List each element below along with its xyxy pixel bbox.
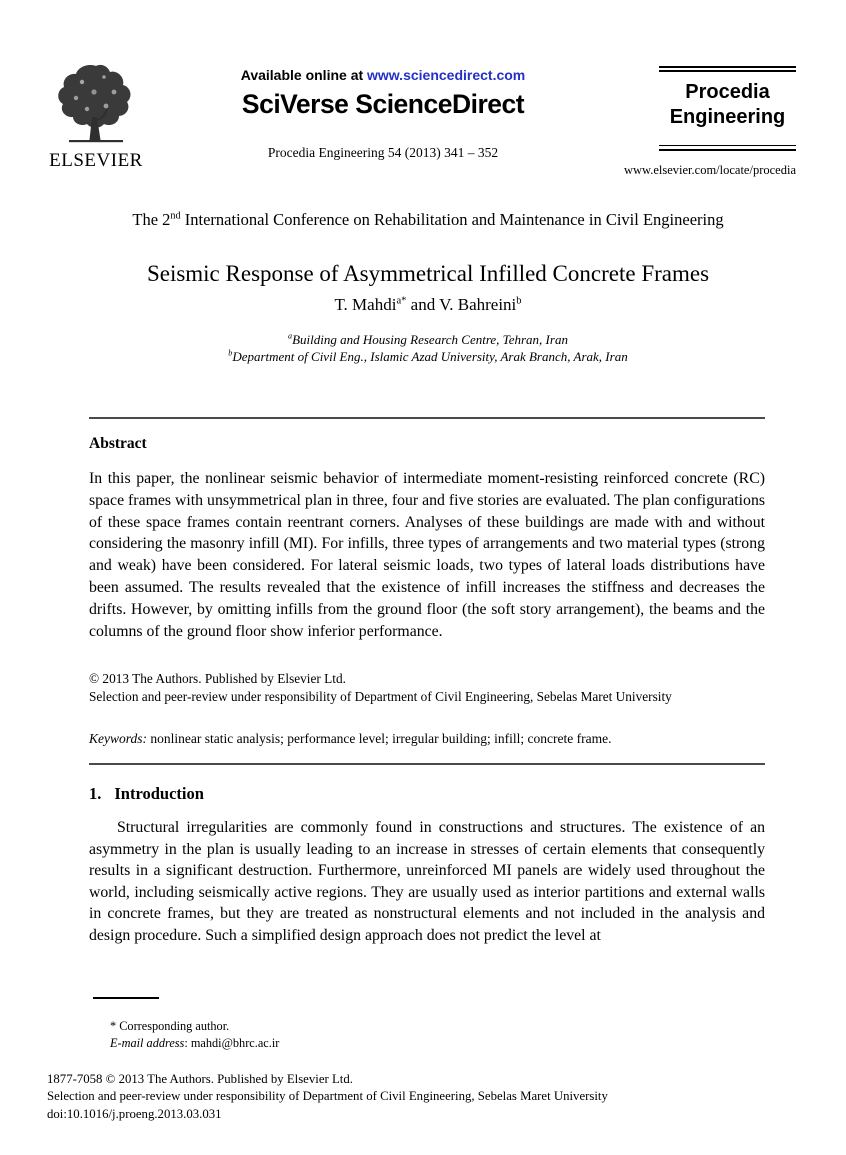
doi-line: doi:10.1016/j.proeng.2013.03.031 <box>47 1106 222 1121</box>
affiliation-b-text: Department of Civil Eng., Islamic Azad University, Arak Branch, Arak, Iran <box>232 348 628 364</box>
author-1-sup: a* <box>396 295 407 307</box>
available-online-line <box>190 66 576 84</box>
email-line <box>110 1036 279 1051</box>
journal-citation: Procedia Engineering 54 (2013) 341 – 352 <box>267 145 499 160</box>
selection-line: Selection and peer-review under responsibility of Department of Civil Engineering, Sebelas Maret University <box>89 689 672 704</box>
sciverse-sciencedirect-logo: SciVerse ScienceDirect <box>241 89 525 119</box>
introduction-paragraph: Structural irregularities are commonly found in constructions and structures. The existence of an asymmetry in the plan is usually leading to an increase in stresses of certain elements that consequently results in a significant destruction. Furthermore, unreinforced MI panels are widely used throughout the world, including seismically active regions. They are usually used as interior partitions and external walls in concrete frames, but they are treated as nonstructural elements and not included in the analysis and design procedure. Such a simplified design approach does not predict the level at <box>89 819 765 944</box>
affiliation-b-sup: b <box>228 348 233 358</box>
section-number: 1. <box>89 784 102 803</box>
affiliation-a-text: Building and Housing Research Centre, Tehran, Iran <box>292 332 568 347</box>
affiliation-a-sup: a <box>288 331 293 341</box>
authors-joiner: and <box>406 295 440 314</box>
keywords-text: nonlinear static analysis; performance level; irregular building; infill; concrete frame. <box>147 731 612 746</box>
affiliation-b <box>85 349 771 366</box>
elsevier-tree-icon <box>54 62 138 144</box>
journal-masthead <box>659 66 796 151</box>
footnote-rule <box>93 997 159 999</box>
sciencedirect-link[interactable]: www.sciencedirect.com <box>367 67 526 83</box>
affiliations-block <box>85 332 771 365</box>
header-center <box>190 66 576 161</box>
author-1: T. Mahdi <box>334 295 397 314</box>
authors-line <box>85 295 771 315</box>
journal-name-line2: Engineering <box>669 105 786 128</box>
section-title: Introduction <box>114 784 204 803</box>
masthead-bottom-rule <box>659 145 796 151</box>
conference-title <box>85 210 771 230</box>
copyright-line: © 2013 The Authors. Published by Elsevier Ltd. <box>89 671 346 686</box>
conference-prefix: The 2 <box>132 210 171 229</box>
conference-rest: International Conference on Rehabilitation and Maintenance in Civil Engineering <box>180 210 724 229</box>
article-title: Seismic Response of Asymmetrical Infilled Concrete Frames <box>146 261 710 286</box>
email-label: E-mail address <box>110 1036 185 1050</box>
corresponding-author-note: * Corresponding author. <box>110 1019 230 1033</box>
author-2-sup: b <box>516 295 522 307</box>
issn-copyright-line: 1877-7058 © 2013 The Authors. Published by Elsevier Ltd. <box>47 1072 353 1086</box>
available-online-label: Available online at <box>240 67 368 83</box>
email-value[interactable]: : mahdi@bhrc.ac.ir <box>184 1036 280 1050</box>
abstract-heading: Abstract <box>89 435 147 452</box>
keywords-label: Keywords: <box>89 731 147 746</box>
conference-ordinal-sup: nd <box>170 210 181 222</box>
footer-selection-line: Selection and peer-review under responsibility of Department of Civil Engineering, Sebelas Maret University <box>47 1089 608 1104</box>
affiliation-a <box>85 332 771 349</box>
keywords-line <box>89 731 611 747</box>
elsevier-locate-link[interactable]: www.elsevier.com/locate/procedia <box>623 163 796 177</box>
elsevier-logo <box>48 62 144 172</box>
keywords-bottom-rule <box>89 763 765 765</box>
footer-block <box>47 1071 608 1123</box>
introduction-heading <box>89 784 204 804</box>
abstract-top-rule <box>89 417 765 419</box>
journal-name-line1: Procedia <box>685 80 770 103</box>
elsevier-logo-text: ELSEVIER <box>49 150 143 171</box>
abstract-text: In this paper, the nonlinear seismic behavior of intermediate moment-resisting reinforced concrete (RC) space frames with unsymmetrical plan in three, four and five stories are evaluated. The plan configurations of these space frames contain reentrant corners. Analyses of these buildings are made with and without considering the masonry infill (MI). For infills, three types of arrangements and two material types (strong and weak) have been considered. For lateral seismic loads, two types of lateral loads distributions have been assumed. The results revealed that the existence of infill increases the stiffness and decreases the drifts. However, by omitting infills from the ground floor (the soft story arrangement), the beams and the columns of the ground floor show inferior performance. <box>89 470 765 640</box>
author-2: V. Bahreini <box>439 295 517 314</box>
